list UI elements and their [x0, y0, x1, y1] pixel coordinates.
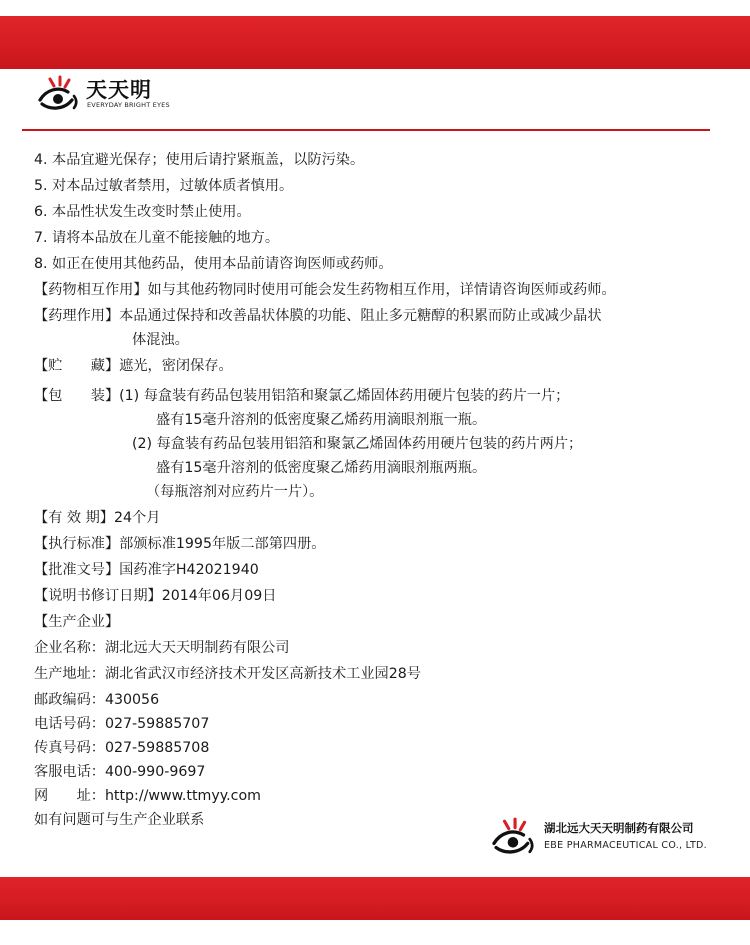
section-pharmacology: 【药理作用】本品通过保持和改善晶状体膜的功能、阻止多元糖醇的积累而防止或减少晶状	[34, 308, 602, 324]
section-revision-date: 【说明书修订日期】2014年06月09日	[34, 588, 277, 604]
service-phone: 客服电话：400-990-9697	[34, 764, 206, 780]
company-address: 生产地址：湖北省武汉市经济技术开发区高新技术工业园28号	[34, 666, 421, 682]
website: 网 址：http://www.ttmyy.com	[34, 788, 261, 804]
section-manufacturer: 【生产企业】	[34, 614, 120, 630]
packaging-2: (2) 每盒装有药品包装用铝箔和聚氯乙烯固体药用硬片包装的药片两片；	[132, 436, 583, 452]
packaging-2-cont: 盛有15毫升溶剂的低密度聚乙烯药用滴眼剂瓶两瓶。	[156, 460, 487, 476]
precaution-6: 6. 本品性状发生改变时禁止使用。	[34, 204, 251, 220]
section-pharmacology-cont: 体混浊。	[132, 332, 189, 348]
fax-number: 传真号码：027-59885708	[34, 740, 210, 756]
section-standard: 【执行标准】部颁标准1995年版二部第四册。	[34, 536, 326, 552]
company-name: 企业名称：湖北远大天天明制药有限公司	[34, 640, 290, 656]
top-red-band	[0, 16, 750, 69]
footer-logo	[488, 814, 728, 862]
brand-tagline: EVERYDAY BRIGHT EYES	[87, 101, 170, 109]
eye-logo-icon	[36, 74, 82, 112]
section-storage: 【贮 藏】遮光，密闭保存。	[34, 358, 233, 374]
precaution-5: 5. 对本品过敏者禁用，过敏体质者慎用。	[34, 178, 294, 194]
brand-name: 天天明	[86, 78, 152, 102]
header-divider	[22, 129, 710, 131]
section-packaging: 【包 装】(1) 每盒装有药品包装用铝箔和聚氯乙烯固体药用硬片包装的药片一片；	[34, 388, 570, 404]
precaution-7: 7. 请将本品放在儿童不能接触的地方。	[34, 230, 280, 246]
section-drug-interactions: 【药物相互作用】如与其他药物同时使用可能会发生药物相互作用，详情请咨询医师或药师。	[34, 282, 616, 298]
eye-logo-icon	[488, 816, 540, 856]
phone-number: 电话号码：027-59885707	[34, 716, 210, 732]
postal-code: 邮政编码：430056	[34, 692, 160, 708]
section-validity: 【有 效 期】24个月	[34, 510, 161, 526]
contact-note: 如有问题可与生产企业联系	[34, 812, 205, 828]
bottom-red-band	[0, 877, 750, 920]
precaution-4: 4. 本品宜避光保存；使用后请拧紧瓶盖，以防污染。	[34, 152, 365, 168]
footer-company-cn: 湖北远大天天明制药有限公司	[544, 821, 694, 835]
footer-company-en: EBE PHARMACEUTICAL CO., LTD.	[544, 840, 707, 851]
precaution-8: 8. 如正在使用其他药品，使用本品前请咨询医师或药师。	[34, 256, 393, 272]
packaging-note: （每瓶溶剂对应药片一片）。	[146, 484, 324, 500]
section-approval: 【批准文号】国药准字H42021940	[34, 562, 259, 578]
packaging-1-cont: 盛有15毫升溶剂的低密度聚乙烯药用滴眼剂瓶一瓶。	[156, 412, 487, 428]
